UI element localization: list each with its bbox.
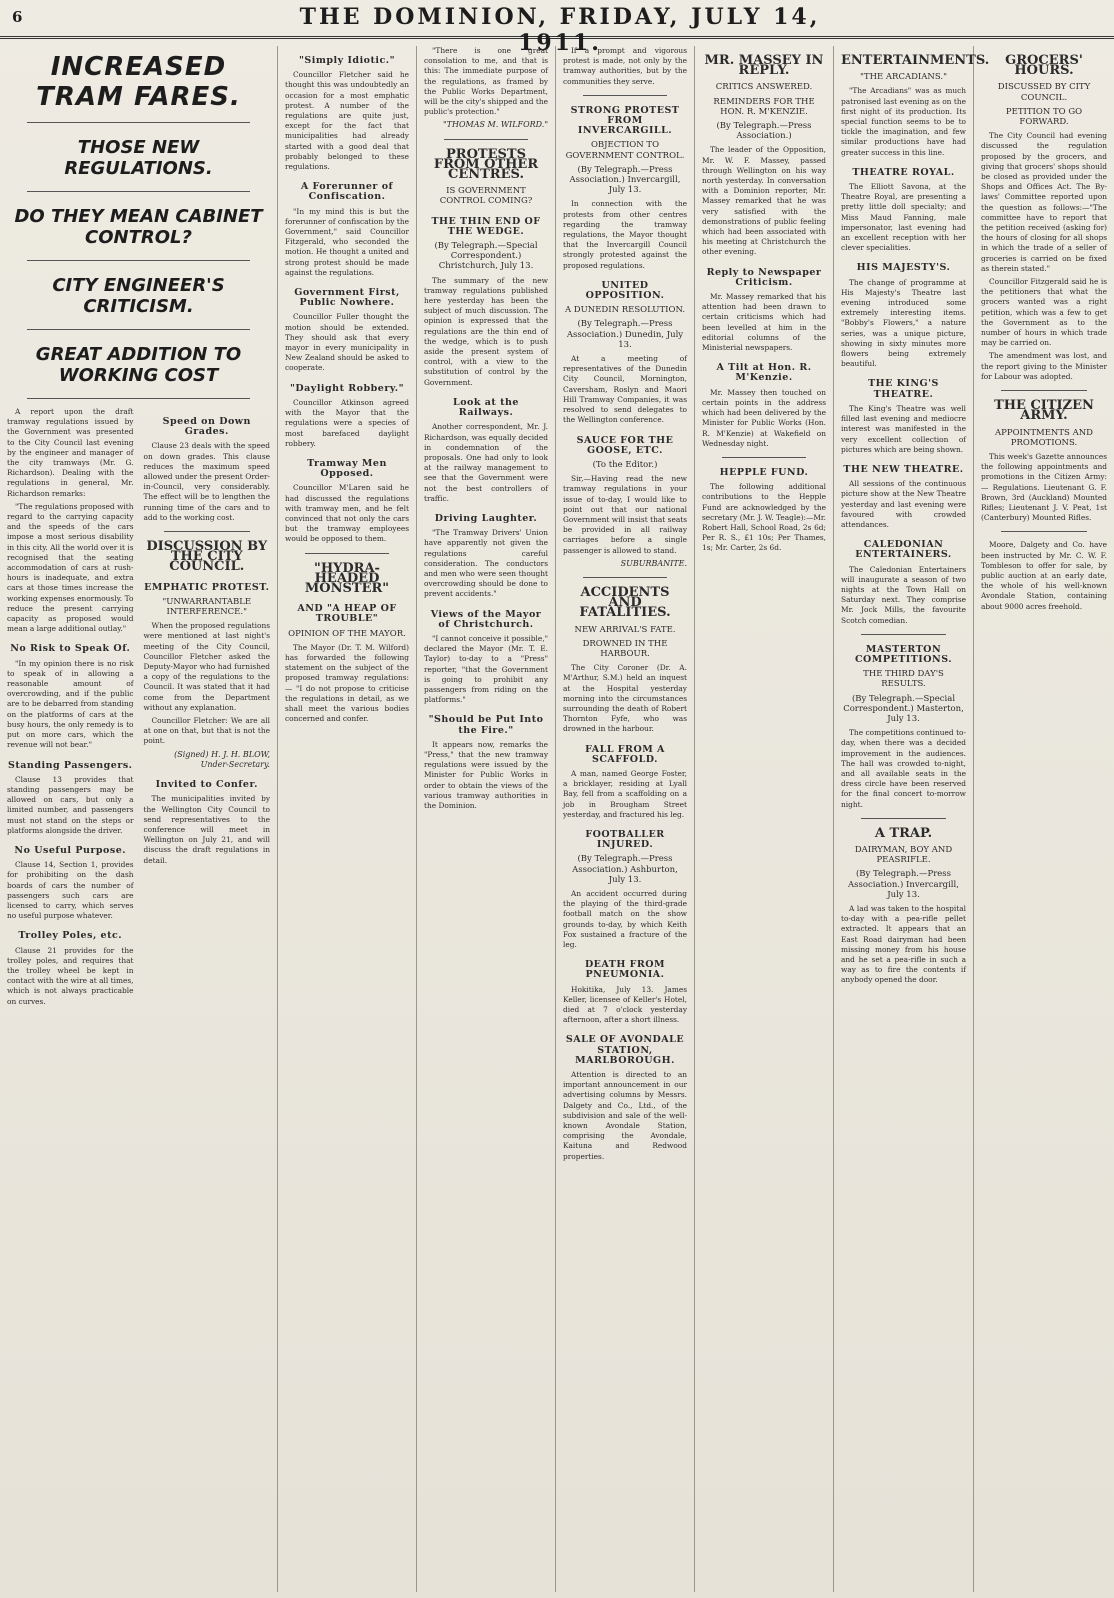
article-headline: GROCERS' HOURS. — [1005, 53, 1083, 79]
paragraph: The King's Theatre was well filled last evening and mediocre interest was manifested in the very excellent collection of pictures which are being shown. — [841, 403, 966, 454]
lead-subhead: Speed on Down Grades. — [162, 416, 251, 438]
subhead: "Daylight Robbery." — [289, 382, 405, 394]
byline: (By Telegraph.—Press Association.) Dunedin, July 13. — [566, 319, 684, 350]
lead-deck-3: CITY ENGINEER'S CRITICISM. — [52, 275, 225, 317]
divider — [1001, 531, 1087, 532]
paragraph: Moore, Dalgety and Co. have been instructed by Mr. C. W. F. Tombleson to offer for sale, by public auction at an early date, the whole of his well-known Avondale Station, containing about 9000 acres freehold. — [981, 540, 1107, 611]
byline: (By Telegraph.—Press Association.) Invercargill, July 13. — [569, 164, 681, 196]
article-deck: NEW ARRIVAL'S FATE. — [574, 624, 676, 635]
article-headline: SAUCE FOR THE GOOSE, ETC. — [576, 434, 674, 456]
subhead: Government First, Public Nowhere. — [294, 287, 400, 309]
paragraph: The competitions continued to-day, when there was a decided improvement in the audiences. The hall was crowded to-night, and all available seats in the dress circle have been reserved for the final concert to-morrow night. — [841, 728, 966, 809]
subhead: Driving Laughter. — [434, 512, 538, 524]
article-headline: STRONG PROTEST FROM INVERCARGILL. — [570, 104, 680, 137]
council-subhead: "UNWARRANTABLE INTERFERENCE." — [162, 596, 252, 618]
paragraph: A man, named George Foster, a bricklayer, residing at Lyall Bay, fell from a scaffolding on a job in Brougham Street yesterday, and fractured his leg. — [563, 768, 687, 819]
paragraph: The Elliott Savona, at the Theatre Royal, are presenting a pretty little doll specialty; and Miss Maud Fanning, male impersonator, last evening had an excellent reception with her clever specialities. — [841, 182, 966, 253]
subhead: CALEDONIAN ENTERTAINERS. — [855, 539, 952, 561]
divider — [27, 329, 250, 330]
newspaper-title: THE DOMINION, FRIDAY, JULY 14, 1911. — [299, 4, 821, 56]
paragraph: The Caledonian Entertainers will inaugurate a season of two nights at the Town Hall on Saturday next. They comprise Mr. Jock Mills, the favourite Scotch comedian. — [841, 564, 966, 625]
article-subdeck: DROWNED IN THE HARBOUR. — [582, 638, 668, 659]
paragraph: A lad was taken to the hospital to-day with a pea-rifle pellet extracted. It appears that an East Road dairyman had been missing money from his house and he set a pea-rifle in such a way as to fire the contents if anybody opened the door. — [841, 904, 966, 985]
article-headline: "HYDRA-HEADED MONSTER" — [304, 560, 390, 596]
divider — [1001, 390, 1087, 391]
lead-subhead: No Useful Purpose. — [14, 844, 127, 856]
subhead: THE THIN END OF THE WEDGE. — [431, 215, 541, 237]
article-headline: ENTERTAINMENTS. — [841, 53, 990, 68]
paragraph: Councillor Fuller thought the motion should be extended. They should ask that every mayor in every municipality in New Zealand should be asked to cooperate. — [285, 312, 409, 373]
article-subdeck: "THE ARCADIANS." — [860, 72, 947, 83]
paragraph: Another correspondent, Mr. J. Richardson, was equally decided in condemnation of the proposals. One had only to look at the railway management to see that the Government were not the best controllers of traffic. — [424, 422, 548, 503]
article-deck: DISCUSSED BY CITY COUNCIL. — [997, 82, 1091, 103]
lead-body-right — [144, 407, 271, 1010]
article-headline: THE CITIZEN ARMY. — [994, 398, 1094, 424]
divider — [27, 191, 250, 192]
paragraph: "I cannot conceive it possible," declared the Mayor (Mr. T. E. Taylor) to-day to a "Press" reporter, "that the Government is going to prohibit any passengers from riding on the platforms." — [424, 633, 548, 705]
lead-headline: INCREASED TRAM FARES. — [36, 52, 241, 112]
paragraph: The leader of the Opposition, Mr. W. F. Massey, passed through Wellington on his way north yesterday. In conversation with a Dominion reporter, Mr. Massey remarked that he was very satisfied with the demonstrations of public feeling which had been associated with his meeting at Christchurch the other evening. — [702, 145, 826, 257]
council-deck: EMPHATIC PROTEST. — [144, 581, 270, 593]
byline: (By Telegraph.—Special Correspondent.) Christchurch, July 13. — [434, 241, 538, 272]
paragraph: The amendment was lost, and the report giving to the Minister for Labour was adopted. — [981, 351, 1107, 381]
subhead: THEATRE ROYAL. — [852, 166, 955, 178]
lead-paragraph: Clause 14, Section 1, provides for prohibiting on the dash boards of cars the number of passengers such cars are licensed to carry, which serves no useful purpose whatever. — [7, 860, 134, 921]
paragraph: This week's Gazette announces the following appointments and promotions in the Citizen Army:— Regulations. Lieutenant G. F. Brown, 3rd (Auckland) Mounted Rifles; Lieutenant J. V. Peat, 1st (Canterbury) Mounted Rifles. — [981, 451, 1107, 523]
divider — [27, 260, 250, 261]
article-deck: AND "A HEAP OF TROUBLE" — [297, 603, 397, 625]
article-deck: A DUNEDIN RESOLUTION. — [564, 305, 686, 316]
subhead: THE KING'S THEATRE. — [868, 378, 939, 400]
article-headline: ACCIDENTS AND FATALITIES. — [579, 584, 671, 621]
signature: SUBURBANITE. — [620, 558, 687, 568]
council-subhead-2: Invited to Confer. — [155, 779, 258, 791]
subhead: A Tilt at Hon. R. M'Kenzie. — [716, 362, 812, 384]
paragraph: All sessions of the continuous picture show at the New Theatre yesterday and last evening were favoured with crowded attendances. — [841, 479, 966, 529]
subhead: HIS MAJESTY'S. — [856, 262, 951, 274]
divider — [27, 398, 250, 399]
subhead: "Should be Put Into the Fire." — [428, 714, 544, 736]
lead-article-column — [0, 46, 278, 1592]
article-headline: PROTESTS FROM OTHER CENTRES. — [433, 146, 539, 183]
paragraph: An accident occurred during the playing of the third-grade football match on the show grounds to-day, by which Keith Fox sustained a fracture of the leg. — [563, 889, 687, 950]
paragraph: The City Council had evening discussed the regulation proposed by the grocers, and giving that grocers' shops should be closed as provided under the Shops and Offices Act. The By-laws' Committee reported upon the question as follows:—"The committee have to report that the petition received (asking for) the hours of closing for all shops in which the trade of a seller of groceries is carried on be fixed as therein stated." — [981, 131, 1107, 273]
signature: "THOMAS M. WILFORD." — [443, 120, 548, 130]
paragraph: Councillor M'Laren said he had discussed the regulations with tramway men, and he felt convinced that not only the cars but the tramway employees would be opposed to them. — [285, 483, 409, 544]
lead-deck-2: DO THEY MEAN CABINET CONTROL? — [14, 206, 263, 248]
article-subdeck: REMINDERS FOR THE HON. R. M'KENZIE. — [713, 96, 815, 117]
subhead: Views of the Mayor of Christchurch. — [430, 608, 542, 630]
page-number: 6 — [12, 8, 23, 26]
article-headline: FALL FROM A SCAFFOLD. — [585, 743, 665, 765]
article-deck: IS GOVERNMENT CONTROL COMING? — [439, 186, 533, 207]
divider — [444, 139, 528, 140]
column-5 — [695, 46, 834, 1592]
divider — [27, 122, 250, 123]
paragraph: "There is one great consolation to me, and that is this: The immediate purpose of the regulations, as framed by the Public Works Department, will be the city's shipped and the public's protection." — [424, 46, 548, 117]
lead-paragraph: Clause 23 deals with the speed on down grades. This clause reduces the maximum speed allowed under the present Order-in-Council, very considerably. The effect will be to lengthen the running time of the cars and to add to the working cost. — [143, 441, 270, 522]
paragraph: "In my mind this is but the forerunner of confiscation by the Government," said Councillor Fitzgerald, who seconded the motion. He thought a united and strong protest should be made against the regulations. — [285, 206, 409, 277]
lead-body-left — [7, 407, 134, 1010]
column-4 — [556, 46, 695, 1592]
lead-subhead: Trolley Poles, etc. — [18, 930, 123, 942]
divider — [861, 818, 946, 819]
lead-paragraph: Clause 13 provides that standing passengers may be allowed on cars, but only a limited number, and passengers must not stand on the steps or platforms alongside the driver. — [7, 774, 134, 835]
divider — [164, 531, 251, 532]
lead-body — [7, 407, 270, 1010]
lead-paragraph: A report upon the draft tramway regulations issued by the Government was presented to the City Council last evening by the engineer and manager of the city tramways (Mr. G. Richardson). Dealing with the regulations in general, Mr. Richardson remarks: — [7, 407, 134, 498]
lead-deck-1: THOSE NEW REGULATIONS. — [64, 137, 213, 179]
lead-subhead: Standing Passengers. — [8, 759, 133, 771]
subhead: A Forerunner of Confiscation. — [300, 181, 394, 203]
article-deck: DAIRYMAN, BOY AND PEASRIFLE. — [854, 845, 953, 866]
lead-paragraph: Clause 21 provides for the trolley poles, and requires that the trolley wheel be kept in contact with the wire at all times, which is not always practicable on curves. — [7, 945, 134, 1006]
subhead: Reply to Newspaper Criticism. — [706, 266, 822, 288]
council-paragraph: When the proposed regulations were mentioned at last night's meeting of the City Council, Councillor Fletcher asked the Deputy-Mayor who had furnished a copy of the regulations to the Council. It was stated that it had come from the Department without any explanation. — [143, 621, 270, 712]
divider — [305, 553, 389, 554]
paragraph: "The Arcadians" was as much patronised last evening as on the first night of its production. Its special function seems to be to tickle the imagination, and few similar productions have had greater success in this line. — [841, 86, 966, 157]
paragraph: Mr. Massey remarked that his attention had been drawn to certain criticisms which had been levelled at him in the editorial columns of the Ministerial newspapers. — [702, 292, 826, 353]
paragraph: The summary of the new tramway regulations published here yesterday has been the subject of much discussion. The opinion is expressed that the regulations are the thin end of the wedge, which is to push aside the present system of control, with a view to the substitution of control by the Government. — [424, 275, 548, 387]
article-deck: CRITICS ANSWERED. — [715, 82, 813, 93]
paragraph: Councillor Atkinson agreed with the Mayor that the regulations were a species of most barefaced daylight robbery. — [285, 397, 409, 448]
column-6 — [834, 46, 990, 1592]
lead-paragraph: "In my opinion there is no risk to speak of in allowing a reasonable amount of overcrowding, and if the public are to be debarred from standing on the platforms of cars at the busy hours, the only remedy is to put on more cars, which the revenue will not bear." — [7, 658, 134, 750]
council-paragraph: The municipalities invited by the Wellington City Council to send representatives to the conference will meet in Wellington on July 21, and will discuss the draft regulations in detail. — [143, 794, 270, 865]
paragraph: "The Tramway Drivers' Union have apparently not given the regulations careful consideration. The conductors and men who were seen thought overcrowding should be done to prevent accidents." — [424, 528, 548, 599]
masthead — [0, 0, 1114, 56]
paragraph: The following additional contributions to the Hepple Fund are acknowledged by the secretary (Mr. J. W. Teagle):—Mr. Robert Hall, School Road, 2s 6d; Per R. S., £1 10s; Per Thames, 1s; Mr. Carter, 2s 6d. — [702, 482, 826, 553]
council-paragraph: Councillor Fletcher: We are all at one on that, but that is not the point. — [143, 716, 270, 746]
divider — [861, 634, 946, 635]
council-signature: (Signed) H. J. H. BLOW, Under-Secretary. — [174, 749, 270, 769]
lead-paragraph: "The regulations proposed with regard to the carrying capacity and the speeds of the cars impose a most serious disability in this city. All the world over it is recognised that the seating accommodation of cars at rush-hours is inadequate, and extra cars at those times increase the working expenses enormously. To reduce the present carrying capacity as proposed would mean a large additional outlay." — [7, 501, 134, 634]
subhead: Look at the Railways. — [453, 396, 519, 419]
byline: (By Telegraph.—Special Correspondent.) Masterton, July 13. — [843, 693, 964, 724]
paragraph: Councillor Fitzgerald said he is the petitioners that what the grocers wanted was a right petition, which was a few to get the Government as to the number of hours in which trade may be carried on. — [981, 277, 1107, 348]
byline: (By Telegraph.—Press Association.) Ashburton, July 13. — [572, 854, 678, 885]
paragraph: If a prompt and vigorous protest is made, not only by the tramway authorities, but by the communities they serve. — [563, 46, 687, 86]
article-headline: SALE OF AVONDALE STATION, MARLBOROUGH. — [565, 1034, 685, 1066]
column-3 — [417, 46, 556, 1592]
paragraph: Hokitika, July 13. James Keller, licensee of Keller's Hotel, died at 7 o'clock yesterday afternoon, after a short illness. — [563, 984, 687, 1025]
paragraph: In connection with the protests from other centres regarding the tramway regulations, the Mayor thought that the Invercargill Council strongly protested against the proposed regulations. — [563, 199, 687, 270]
subhead: THE NEW THEATRE. — [843, 463, 964, 475]
lead-deck-4: GREAT ADDITION TO WORKING COST — [35, 344, 242, 386]
article-deck: APPOINTMENTS AND PROMOTIONS. — [995, 427, 1093, 448]
divider — [583, 577, 667, 578]
article-headline: HEPPLE FUND. — [719, 466, 809, 478]
byline: (By Telegraph.—Press Association.) Invercargill, July 13. — [848, 869, 959, 900]
article-headline: DEATH FROM PNEUMONIA. — [584, 959, 666, 981]
article-headline: MASTERTON COMPETITIONS. — [854, 643, 953, 665]
paragraph: The City Coroner (Dr. A. M'Arthur, S.M.) held an inquest at the Hospital yesterday morning into the circumstances surrounding the death of Robert Thornton Fyfe, who was drowned in the harbour. — [563, 663, 687, 734]
paragraph: The Mayor (Dr. T. M. Wilford) has forwarded the following statement on the subject of the proposed tramway regulations:— "I do not propose to criticise the regulations in detail, as we shall meet the various bodies concerned and confer. — [285, 642, 409, 724]
article-deck: (To the Editor.) — [592, 459, 658, 470]
subhead: "Simply Idiotic." — [298, 55, 396, 66]
divider — [722, 457, 806, 458]
byline: (By Telegraph.—Press Association.) — [716, 121, 812, 142]
paragraph: Sir,—Having read the new tramway regulations in your issue of to-day, I would like to point out that our national Government will insist that seats be provided in all railway carriages before a single passenger is allowed to stand. — [563, 474, 687, 555]
council-headline: DISCUSSION BY THE CITY COUNCIL. — [146, 539, 268, 575]
article-deck: OBJECTION TO GOVERNMENT CONTROL. — [565, 140, 685, 161]
column-2 — [278, 46, 417, 1592]
article-deck: THE THIRD DAY'S RESULTS. — [863, 669, 944, 690]
article-subdeck: PETITION TO GO FORWARD. — [1005, 106, 1083, 128]
paragraph: It appears now, remarks the "Press," that the new tramway regulations were issued by the Minister for Public Works in order to obtain the views of the various tramway authorities in the Dominion. — [424, 739, 548, 810]
article-subdeck: OPINION OF THE MAYOR. — [288, 628, 406, 639]
paragraph: Mr. Massey then touched on certain points in the address which had been delivered by the Minister for Public Works (Hon. R. M'Kenzie) at Wakefield on Wednesday night. — [702, 387, 826, 448]
column-7 — [974, 46, 1114, 1592]
article-headline: MR. MASSEY IN REPLY. — [704, 53, 824, 79]
lead-subhead: No Risk to Speak Of. — [10, 643, 131, 655]
article-headline: UNITED OPPOSITION. — [585, 279, 665, 302]
paragraph: At a meeting of representatives of the Dunedin City Council, Mornington, Caversham, Roslyn and Maori Hill Tramway Companies, it was resolved to send delegates to the Wellington conference. — [563, 354, 687, 425]
paragraph: The change of programme at His Majesty's Theatre last evening introduced some extremely interesting items. "Bobby's Flowers," a nature series, was a unique picture, showing in sixty minutes more flowers being extremely beautiful. — [841, 277, 966, 369]
subhead: Tramway Men Opposed. — [307, 457, 387, 480]
paragraph: Councillor Fletcher said he thought this was undoubtedly an occasion for a most emphatic protest. A number of the regulations are quite just, except for the fact that municipalities had already started with a good deal that probably belonged to these regulations. — [285, 70, 409, 172]
paragraph: Attention is directed to an important announcement in our advertising columns by Messrs. Dalgety and Co., Ltd., of the subdivision and sale of the well-known Avondale Station, comprising the Avondale, Kaituna and Redwood properties. — [563, 1070, 687, 1161]
article-headline: A TRAP. — [874, 825, 933, 841]
divider — [583, 95, 667, 96]
article-headline: FOOTBALLER INJURED. — [585, 829, 665, 851]
